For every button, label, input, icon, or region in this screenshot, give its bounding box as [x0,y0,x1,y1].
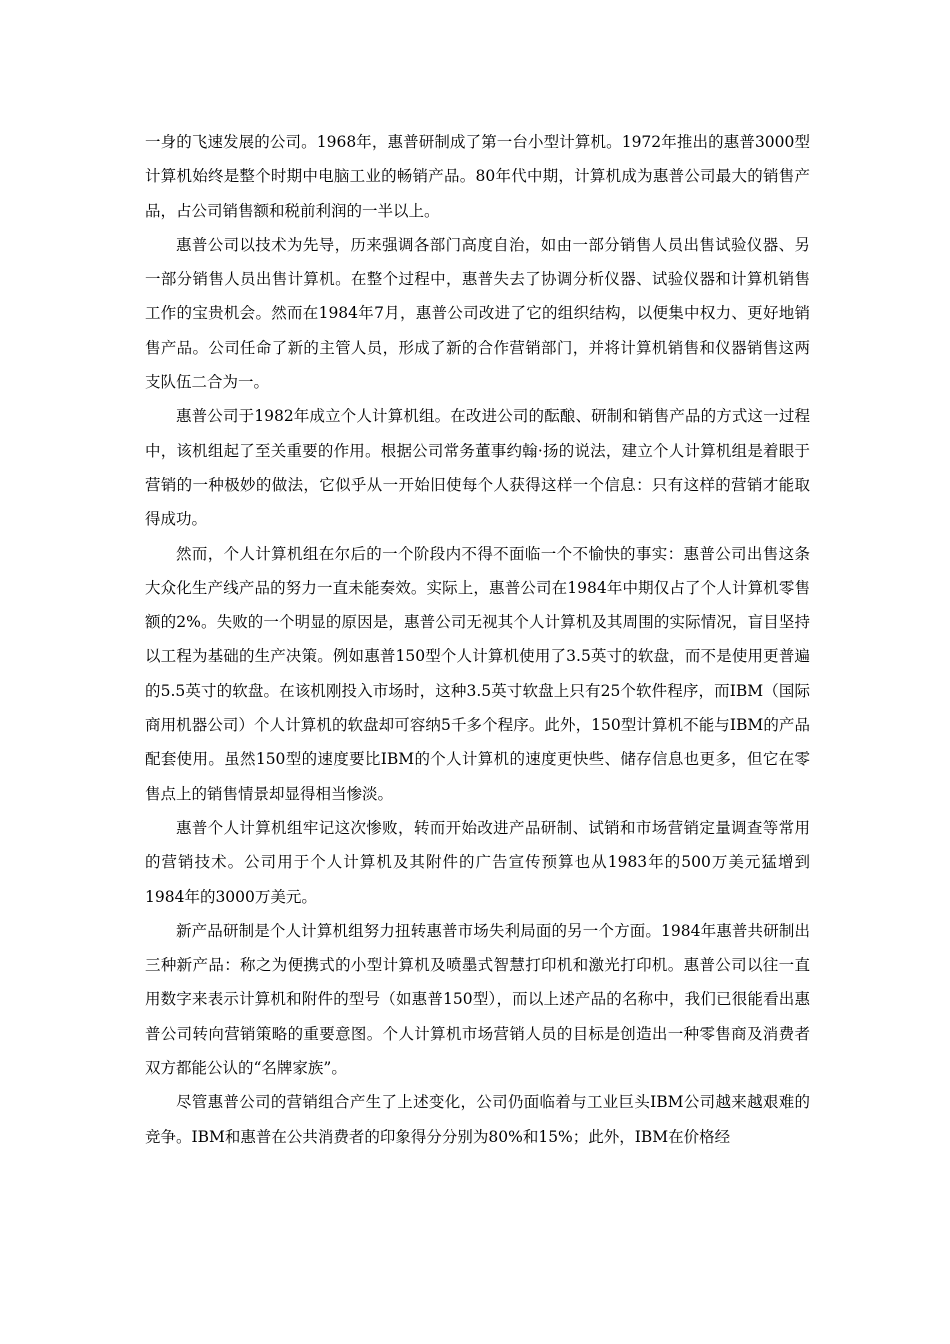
paragraph-4: 然而，个人计算机组在尔后的一个阶段内不得不面临一个不愉快的事实：惠普公司出售这条大众化生产线产品的努力一直未能奏效。实际上，惠普公司在1984年中期仅占了个人计算机零售额的2%。失败的一个明显的原因是，惠普公司无视其个人计算机及其周围的实际情况，盲目坚持以工程为基础的生产决策。例如惠普150型个人计算机使用了3.5英寸的软盘，而不是使用更普遍的5.5英寸的软盘。在该机刚投入市场时，这种3.5英寸软盘上只有25个软件程序，而IBM（国际商用机器公司）个人计算机的软盘却可容纳5千多个程序。此外，150型计算机不能与IBM的产品配套使用。虽然150型的速度要比IBM的个人计算机的速度更快些、储存信息也更多，但它在零售点上的销售情景却显得相当惨淡。 [145,544,810,803]
paragraph-7: 尽管惠普公司的营销组合产生了上述变化，公司仍面临着与工业巨头IBM公司越来越艰难的竞争。IBM和惠普在公共消费者的印象得分分别为80%和15%；此外，IBM在价格经 [145,1093,810,1146]
paragraph-3: 惠普公司于1982年成立个人计算机组。在改进公司的酝酿、研制和销售产品的方式这一过程中，该机组起了至关重要的作用。根据公司常务董事约翰·扬的说法，建立个人计算机组是着眼于营销的一种极妙的做法，它似乎从一开始旧使每个人获得这样一个信息：只有这样的营销才能取得成功。 [145,407,810,529]
paragraph-5: 惠普个人计算机组牢记这次惨败，转而开始改进产品研制、试销和市场营销定量调查等常用的营销技术。公司用于个人计算机及其附件的广告宣传预算也从1983年的500万美元猛增到1984年的3000万美元。 [145,818,810,906]
paragraph-6: 新产品研制是个人计算机组努力扭转惠普市场失利局面的另一个方面。1984年惠普共研制出三种新产品：称之为便携式的小型计算机及喷墨式智慧打印机和激光打印机。惠普公司以往一直用数字来表示计算机和附件的型号（如惠普150型），而以上述产品的名称中，我们已很能看出惠普公司转向营销策略的重要意图。个人计算机市场营销人员的目标是创造出一种零售商及消费者双方都能公认的“名牌家族”。 [145,921,810,1078]
document-body [145,125,810,1154]
paragraph-2: 惠普公司以技术为先导，历来强调各部门高度自治，如由一部分销售人员出售试验仪器、另一部分销售人员出售计算机。在整个过程中，惠普失去了协调分析仪器、试验仪器和计算机销售工作的宝贵机会。然而在1984年7月，惠普公司改进了它的组织结构，以便集中权力、更好地销售产品。公司任命了新的主管人员，形成了新的合作营销部门，并将计算机销售和仪器销售这两支队伍二合为一。 [145,235,810,392]
paragraph-1: 一身的飞速发展的公司。1968年，惠普研制成了第一台小型计算机。1972年推出的惠普3000型计算机始终是整个时期中电脑工业的畅销产品。80年代中期，计算机成为惠普公司最大的销售产品，占公司销售额和税前利润的一半以上。 [145,133,810,220]
